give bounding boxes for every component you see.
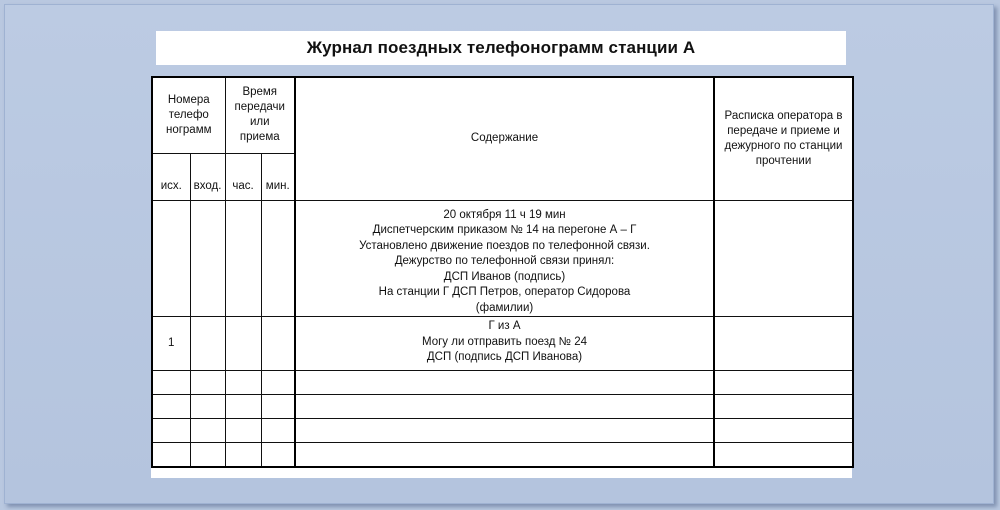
cell-receipt	[714, 200, 853, 317]
header-time-label: Время передачи или приема	[234, 86, 285, 144]
content-line: Могу ли отправить поезд № 24	[421, 335, 587, 348]
empty-cell	[190, 419, 225, 443]
content-line: ДСП Иванов (подпись)	[443, 270, 566, 283]
cell-receipt	[714, 317, 853, 371]
cell-incoming-number	[190, 317, 225, 371]
header-content	[295, 77, 714, 200]
cell-content	[295, 317, 714, 371]
content-line: Диспетчерским приказом № 14 на перегоне А – Г	[372, 224, 637, 236]
header-receipt	[714, 77, 853, 200]
content-line: Г из А	[488, 320, 521, 332]
header-time-group	[225, 77, 295, 153]
table-row-empty	[152, 371, 853, 395]
empty-cell	[295, 443, 714, 467]
header-content-label: Содержание	[470, 132, 539, 145]
cell-hours	[225, 317, 261, 371]
journal-table-container	[151, 76, 852, 478]
empty-cell	[190, 395, 225, 419]
empty-cell	[225, 419, 261, 443]
cell-outgoing-number	[152, 200, 190, 317]
empty-cell	[190, 443, 225, 467]
table-row-empty	[152, 395, 853, 419]
empty-cell	[152, 371, 190, 395]
table-row-empty	[152, 443, 853, 467]
empty-cell	[295, 419, 714, 443]
cell-minutes	[261, 317, 295, 371]
cell-incoming-number	[190, 200, 225, 317]
table-row-empty	[152, 419, 853, 443]
content-line: ДСП (подпись ДСП Иванова)	[426, 351, 583, 363]
header-numbers-label: Номера телефо нограмм	[165, 93, 212, 136]
content-line: 20 октября 11 ч 19 мин	[443, 208, 566, 221]
empty-cell	[225, 371, 261, 395]
empty-cell	[152, 443, 190, 467]
cell-minutes	[261, 200, 295, 317]
content-line: Установлено движение поездов по телефонной связи.	[359, 239, 650, 252]
journal-title	[156, 31, 846, 65]
empty-cell	[295, 395, 714, 419]
empty-cell	[714, 419, 853, 443]
journal-title-text: Журнал поездных телефонограмм станции А	[306, 38, 696, 57]
empty-cell	[152, 419, 190, 443]
header-hours: час.	[225, 153, 261, 200]
empty-cell	[261, 419, 295, 443]
cell-content	[295, 200, 714, 317]
header-numbers-group	[152, 77, 225, 153]
journal-table	[151, 76, 854, 468]
empty-cell	[261, 371, 295, 395]
header-incoming: вход.	[190, 153, 225, 200]
empty-cell	[714, 443, 853, 467]
empty-cell	[225, 443, 261, 467]
empty-cell	[714, 371, 853, 395]
header-outgoing: исх.	[152, 153, 190, 200]
empty-cell	[714, 395, 853, 419]
empty-cell	[225, 395, 261, 419]
empty-cell	[152, 395, 190, 419]
content-line: (фамилии)	[475, 301, 534, 314]
table-row	[152, 200, 853, 317]
empty-cell	[190, 371, 225, 395]
empty-cell	[295, 371, 714, 395]
content-line: Дежурство по телефонной связи принял:	[394, 255, 615, 267]
empty-cell	[261, 395, 295, 419]
cell-hours	[225, 200, 261, 317]
content-line: На станции Г ДСП Петров, оператор Сидорова	[378, 286, 631, 298]
table-row	[152, 317, 853, 371]
header-minutes: мин.	[261, 153, 295, 200]
header-receipt-label: Расписка оператора в передаче и приеме и дежурного по станции прочтении	[724, 109, 843, 167]
cell-outgoing-number: 1	[152, 317, 190, 371]
empty-cell	[261, 443, 295, 467]
